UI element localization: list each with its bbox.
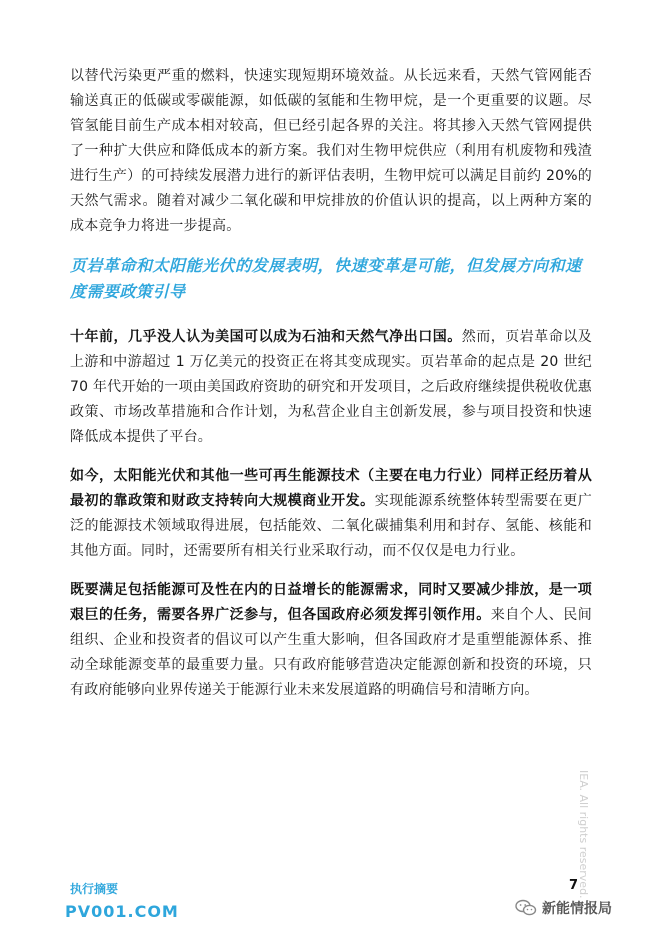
page-content	[70, 64, 592, 717]
paragraph-1-body: 以替代污染更严重的燃料，快速实现短期环境效益。从长远来看，天然气管网能否输送真正的低碳或零碳能源，如低碳的氢能和生物甲烷，是一个更重要的议题。尽管氢能目前生产成本相对较高，但已经引起各界的关注。将其掺入天然气管网提供了一种扩大供应和降低成本的新方案。我们对生物甲烷供应（利用有机废物和残渣进行生产）的可持续发展潜力进行的新评估表明，生物甲烷可以满足目前约 20%的天然气需求。随着对减少二氧化碳和甲烷排放的价值认识的提高，以上两种方案的成本竞争力将进一步提高。	[70, 68, 592, 234]
wechat-icon	[515, 899, 537, 917]
section-heading: 页岩革命和太阳能光伏的发展表明，快速变革是可能，但发展方向和速度需要政策引导	[70, 256, 582, 301]
page-number: 7	[569, 878, 579, 893]
paragraph-3	[70, 464, 592, 564]
wechat-account	[515, 898, 612, 918]
paragraph-2-body: 然而，页岩革命以及上游和中游超过 1 万亿美元的投资正在将其变成现实。页岩革命的起点是 20 世纪 70 年代开始的一项由美国政府资助的研究和开发项目，之后政府继续提供税收优惠政策、市场改革措施和合作计划，为私营企业自主创新发展，参与项目投资和快速降低成本提供了平台。	[70, 329, 592, 445]
paragraph-4-lead: 既要满足包括能源可及性在内的日益增长的能源需求，同时又要减少排放，是一项艰巨的任务，需要各界广泛参与，但各国政府必须发挥引领作用。	[70, 582, 592, 623]
paragraph-3-lead: 如今，太阳能光伏和其他一些可再生能源技术（主要在电力行业）同样正经历着从最初的靠政策和财政支持转向大规模商业开发。	[70, 468, 592, 509]
site-watermark: PV001.COM	[65, 902, 179, 921]
paragraph-4-body: 来自个人、民间组织、企业和投资者的倡议可以产生重大影响，但各国政府才是重塑能源体系、推动全球能源变革的最重要力量。只有政府能够营造决定能源创新和投资的环境，只有政府能够向业界传递关于能源行业未来发展道路的明确信号和清晰方向。	[70, 607, 592, 698]
paragraph-2	[70, 325, 592, 450]
paragraph-3-body: 实现能源系统整体转型需要在更广泛的能源技术领域取得进展，包括能效、二氧化碳捕集利用和封存、氢能、核能和其他方面。同时，还需要所有相关行业采取行动，而不仅仅是电力行业。	[70, 493, 593, 559]
paragraph-2-lead: 十年前，几乎没人认为美国可以成为石油和天然气净出口国。	[70, 329, 462, 345]
paragraph-4	[70, 578, 592, 703]
paragraph-1	[70, 64, 592, 239]
footer-section-title: 执行摘要	[70, 882, 119, 896]
wechat-account-name: 新能情报局	[542, 901, 612, 917]
copyright-watermark: IEA. All rights reserved.	[577, 770, 590, 899]
